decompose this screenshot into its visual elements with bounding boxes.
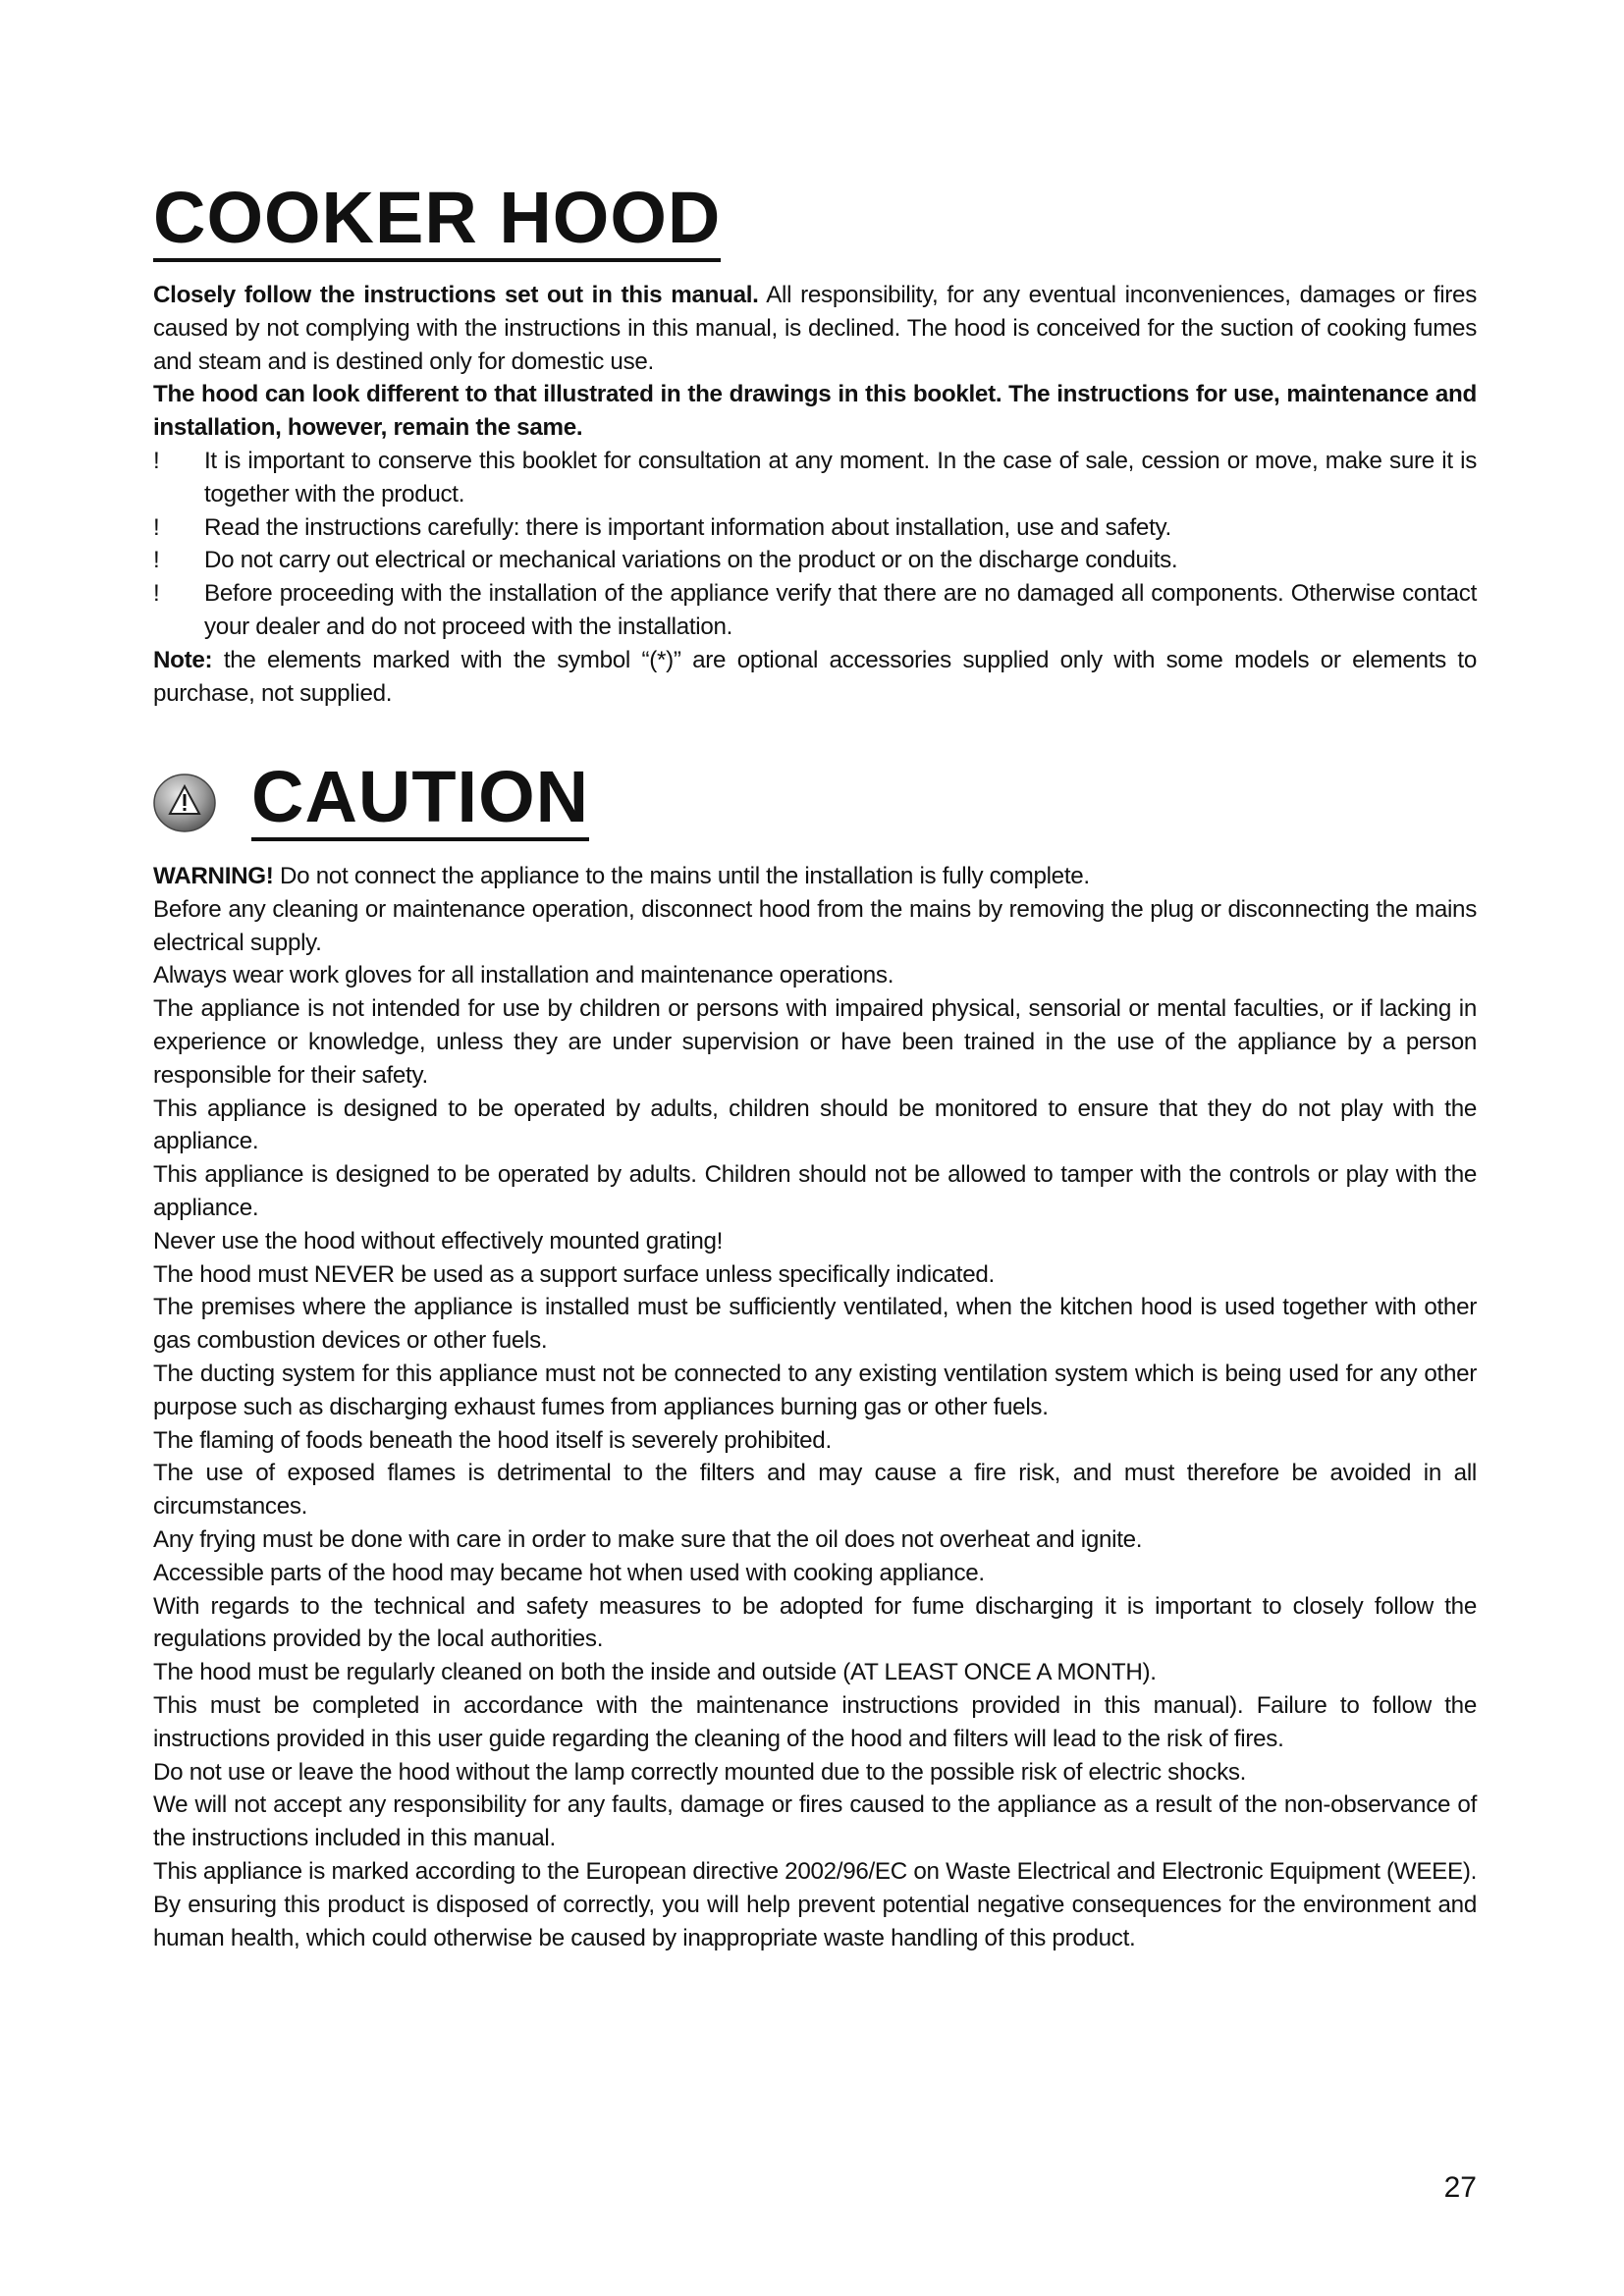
intro-paragraph-1: [153, 279, 1477, 378]
caution-paragraph: Before any cleaning or maintenance operation, disconnect hood from the mains by removing the plug or disconnecting the mains electrical supply.: [153, 895, 1477, 956]
caution-paragraph: This appliance is marked according to the European directive 2002/96/EC on Waste Electrical and Electronic Equipment (WEEE). By ensuring this product is disposed of correctly, you will help prevent potential negative consequences for the environment and human health, which could otherwise be caused by inappropriate waste handling of this product.: [153, 1857, 1477, 1951]
bullet-item: ! Before proceeding with the installation of the appliance verify that there are no damaged all components. Otherwise contact your dealer and do not proceed with the installation.: [153, 577, 1477, 644]
caution-paragraph: We will not accept any responsibility for any faults, damage or fires caused to the appliance as a result of the non-observance of the instructions included in this manual.: [153, 1791, 1477, 1852]
bullet-item: ! It is important to conserve this booklet for consultation at any moment. In the case of sale, cession or move, make sure it is together with the product.: [153, 445, 1477, 511]
caution-paragraph: Do not use or leave the hood without the lamp correctly mounted due to the possible risk of electric shocks.: [153, 1758, 1247, 1786]
caution-paragraph: This appliance is designed to be operated by adults. Children should not be allowed to tamper with the controls or play with the appliance.: [153, 1161, 1477, 1221]
note-text: the elements marked with the symbol “(*)” are optional accessories supplied only with some models or elements to purchase, not supplied.: [153, 646, 1477, 707]
caution-paragraph: The use of exposed flames is detrimental to the filters and may cause a fire risk, and must therefore be avoided in all circumstances.: [153, 1460, 1477, 1521]
caution-paragraph: This appliance is designed to be operated by adults, children should be monitored to ensure that they do not play with the appliance.: [153, 1095, 1477, 1155]
section-title-caution: CAUTION: [251, 761, 589, 841]
bullet-item: ! Read the instructions carefully: there is important information about installation, use and safety.: [153, 511, 1477, 545]
caution-paragraph: The hood must be regularly cleaned on both the inside and outside (AT LEAST ONCE A MONTH).: [153, 1659, 1157, 1686]
caution-paragraph: This must be completed in accordance with the maintenance instructions provided in this manual). Failure to follow the instructions provided in this user guide regarding the cleaning of the hood and filters will lead to the risk of fires.: [153, 1691, 1477, 1752]
warning-paragraph: [153, 860, 1477, 893]
note-label: Note:: [153, 646, 213, 673]
intro-section: [153, 279, 1477, 710]
intro-text: All responsibility, for any eventual inconveniences, damages or fires caused by not complying with the instructions in this manual, is declined. The hood is conceived for the suction of cooking fumes and steam and is destined only for domestic use.: [153, 282, 1477, 375]
warning-triangle-icon: [153, 772, 216, 834]
intro-bold-lead: Closely follow the instructions set out in this manual.: [153, 282, 759, 308]
caution-paragraph: The hood must NEVER be used as a support surface unless specifically indicated.: [153, 1260, 995, 1288]
caution-paragraph: Any frying must be done with care in order to make sure that the oil does not overheat and ignite.: [153, 1525, 1143, 1553]
caution-paragraph: The premises where the appliance is installed must be sufficiently ventilated, when the kitchen hood is used together with other gas combustion devices or other fuels.: [153, 1294, 1477, 1355]
caution-paragraph: Never use the hood without effectively mounted grating!: [153, 1227, 724, 1255]
bullet-mark: !: [153, 547, 160, 574]
page-number: 27: [1443, 2171, 1477, 2204]
bullet-mark: !: [153, 447, 160, 474]
intro-paragraph-2: The hood can look different to that illustrated in the drawings in this booklet. The instructions for use, maintenance and installation, however, remain the same.: [153, 381, 1477, 442]
warning-label: WARNING!: [153, 863, 274, 889]
caution-paragraph: The appliance is not intended for use by children or persons with impaired physical, sensorial or mental faculties, or if lacking in experience or knowledge, unless they are under supervision or have been trained in the use of the appliance by a person responsible for their safety.: [153, 995, 1477, 1089]
caution-paragraph: With regards to the technical and safety measures to be adopted for fume discharging it is important to closely follow the regulations provided by the local authorities.: [153, 1592, 1477, 1653]
warning-text: Do not connect the appliance to the mains until the installation is fully complete.: [273, 863, 1090, 889]
caution-paragraph: Accessible parts of the hood may became hot when used with cooking appliance.: [153, 1559, 985, 1586]
bullet-mark: !: [153, 580, 160, 608]
caution-paragraph: Always wear work gloves for all installation and maintenance operations.: [153, 962, 894, 989]
caution-section: [153, 860, 1477, 1954]
note-paragraph: [153, 644, 1477, 711]
bullet-mark: !: [153, 513, 160, 541]
section-title-cooker-hood: COOKER HOOD: [153, 182, 721, 262]
caution-paragraph: The flaming of foods beneath the hood itself is severely prohibited.: [153, 1426, 832, 1454]
caution-paragraph: The ducting system for this appliance must not be connected to any existing ventilation system which is being used for any other purpose such as discharging exhaust fumes from appliances burning gas or other fuels.: [153, 1360, 1477, 1420]
bullet-item: ! Do not carry out electrical or mechanical variations on the product or on the discharge conduits.: [153, 544, 1477, 577]
